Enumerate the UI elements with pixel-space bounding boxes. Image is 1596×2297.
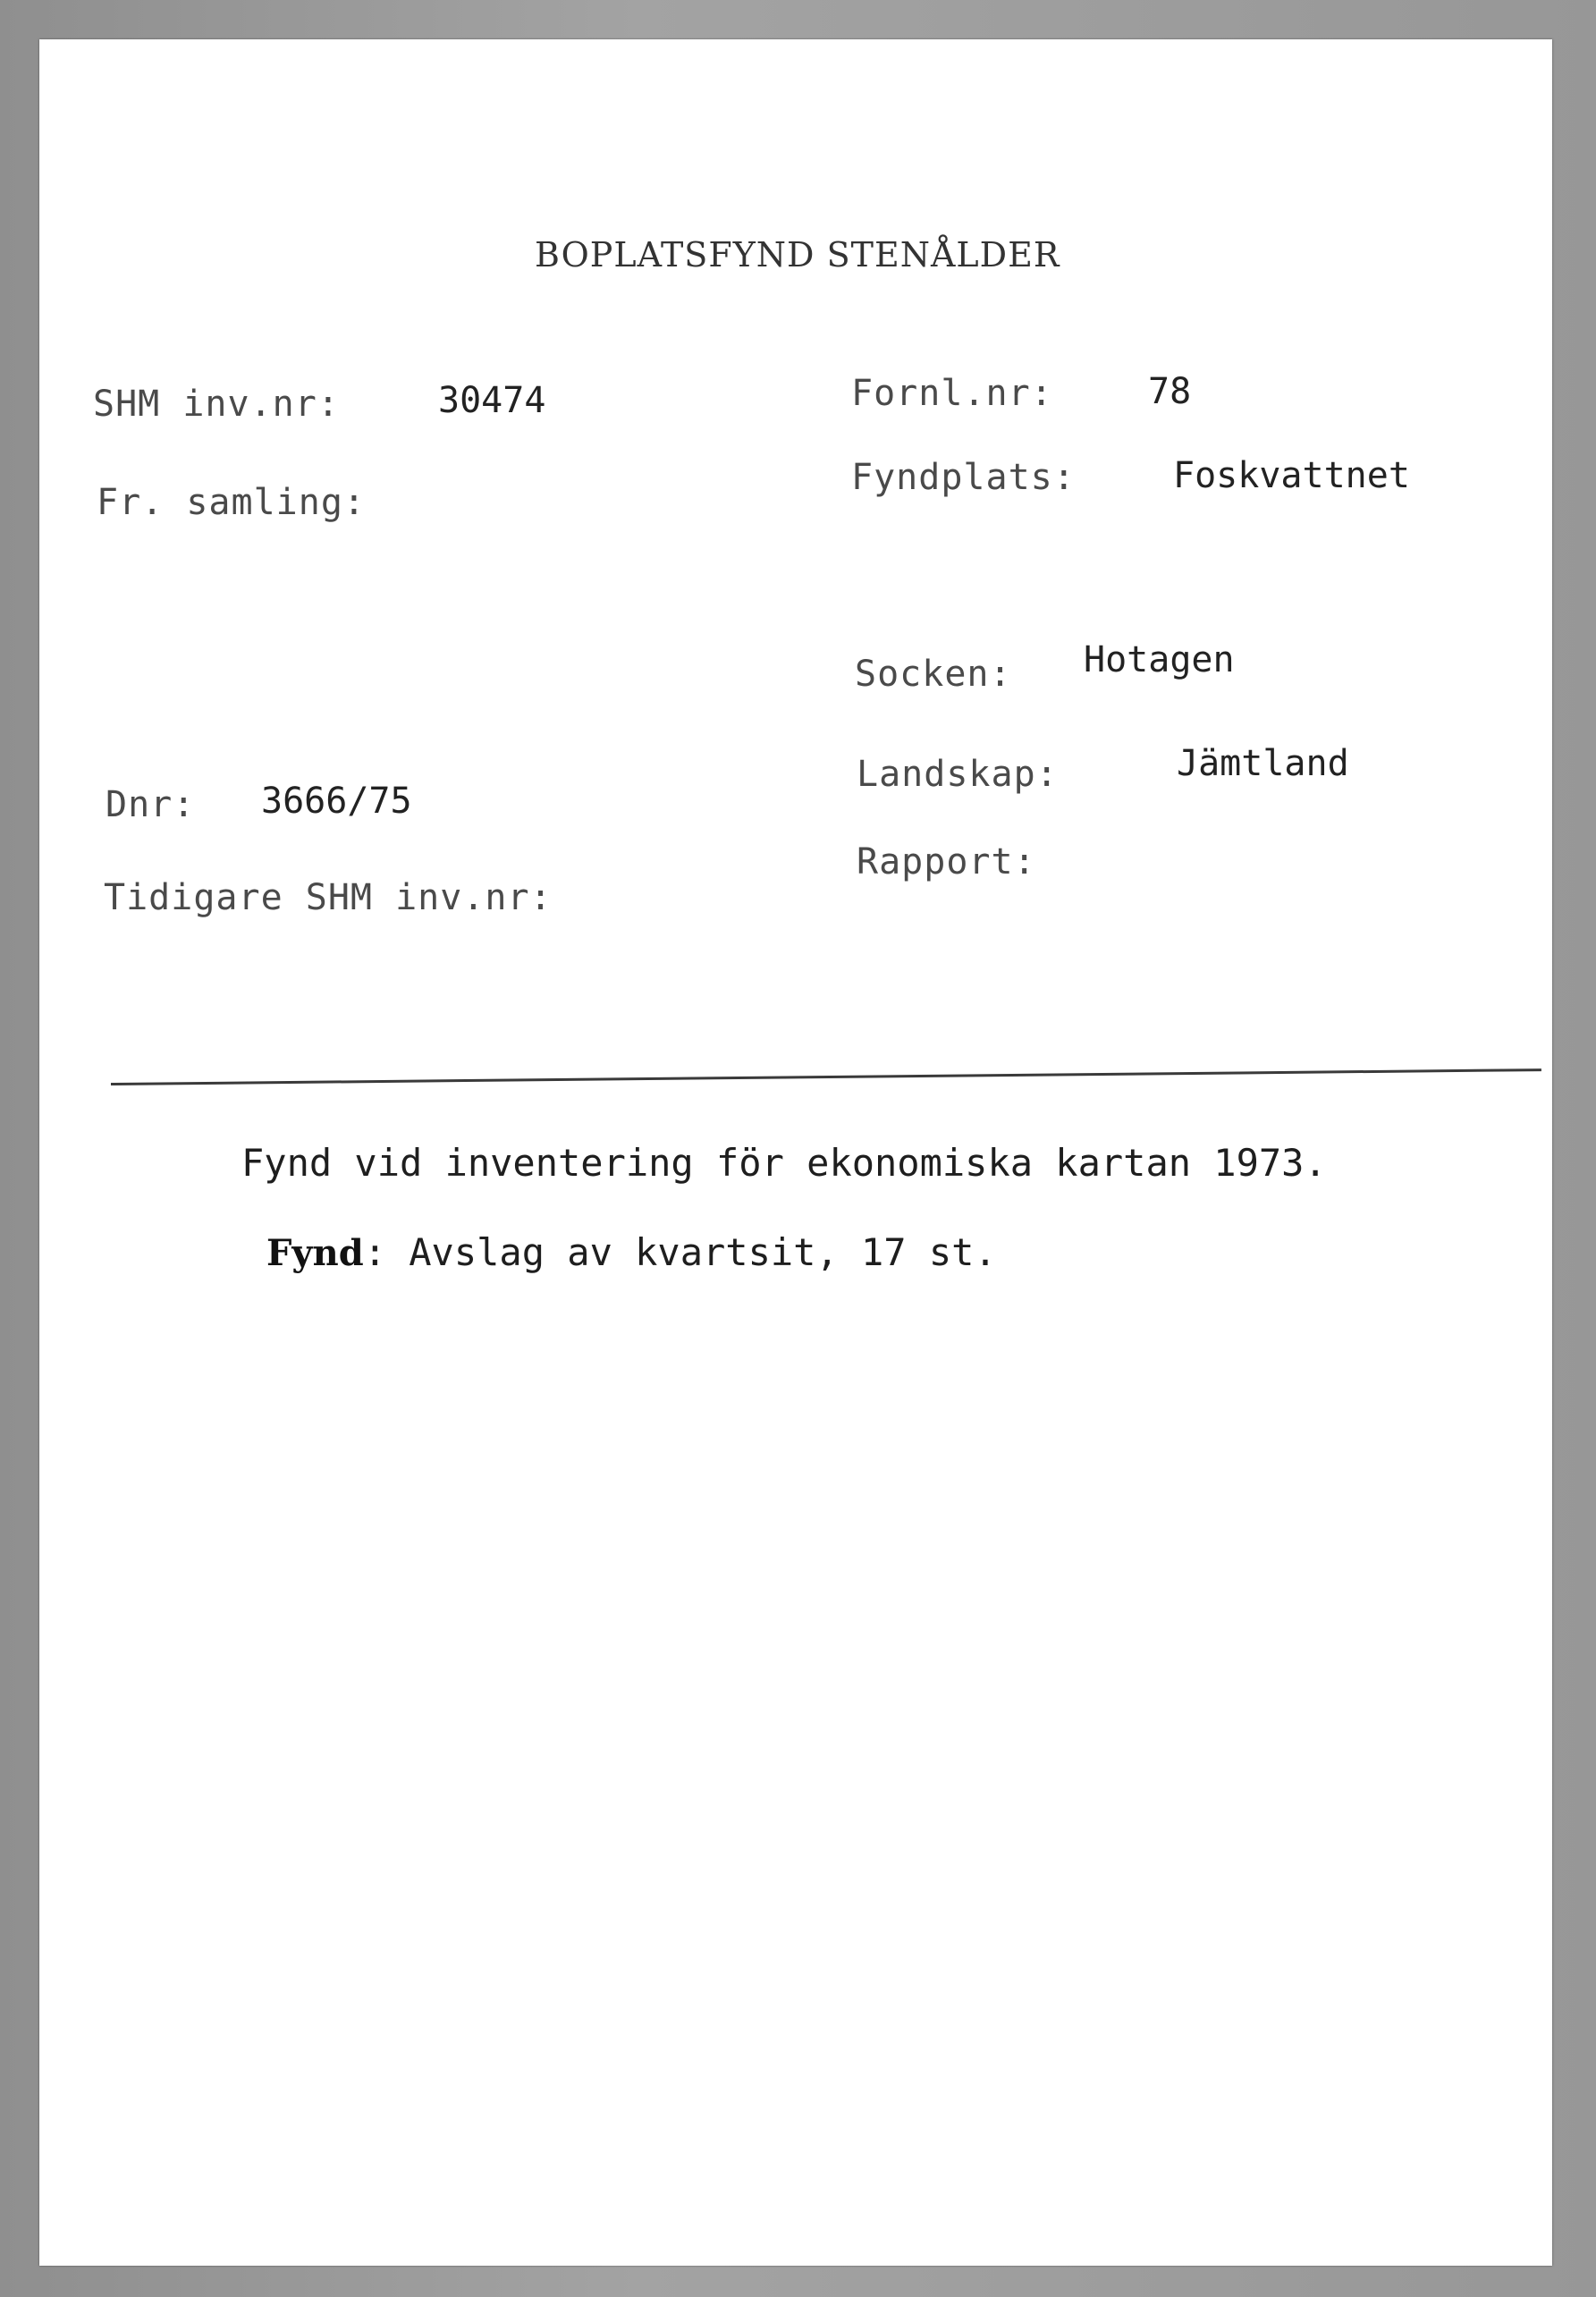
description-text: Fynd vid inventering för ekonomiska kartan 1973. — [241, 1141, 1327, 1185]
rapport-label: Rapport: — [857, 841, 1036, 882]
dnr-label: Dnr: — [106, 784, 196, 825]
landskap-label: Landskap: — [857, 754, 1059, 795]
catalog-card — [39, 39, 1552, 2266]
shm-inv-label: SHM inv.nr: — [93, 384, 340, 425]
finds-text: : Avslag av kvartsit, 17 st. — [363, 1230, 997, 1274]
fyndplats-value: Foskvattnet — [1173, 455, 1410, 496]
dnr-value: 3666/75 — [261, 781, 412, 822]
shm-inv-value: 30474 — [438, 380, 546, 421]
divider-line — [111, 1068, 1541, 1085]
finds-label: Fynd — [266, 1232, 364, 1274]
card-heading: BOPLATSFYND STENÅLDER — [535, 235, 1060, 274]
socken-value: Hotagen — [1084, 639, 1235, 680]
landskap-value: Jämtland — [1177, 743, 1349, 784]
fyndplats-label: Fyndplats: — [851, 457, 1076, 498]
socken-label: Socken: — [855, 654, 1012, 695]
fornl-nr-label: Fornl.nr: — [851, 373, 1053, 414]
finds-line — [266, 1230, 997, 1274]
fr-samling-label: Fr. samling: — [97, 482, 366, 523]
fornl-nr-value: 78 — [1148, 371, 1192, 412]
tidigare-shm-inv-label: Tidigare SHM inv.nr: — [104, 877, 553, 918]
